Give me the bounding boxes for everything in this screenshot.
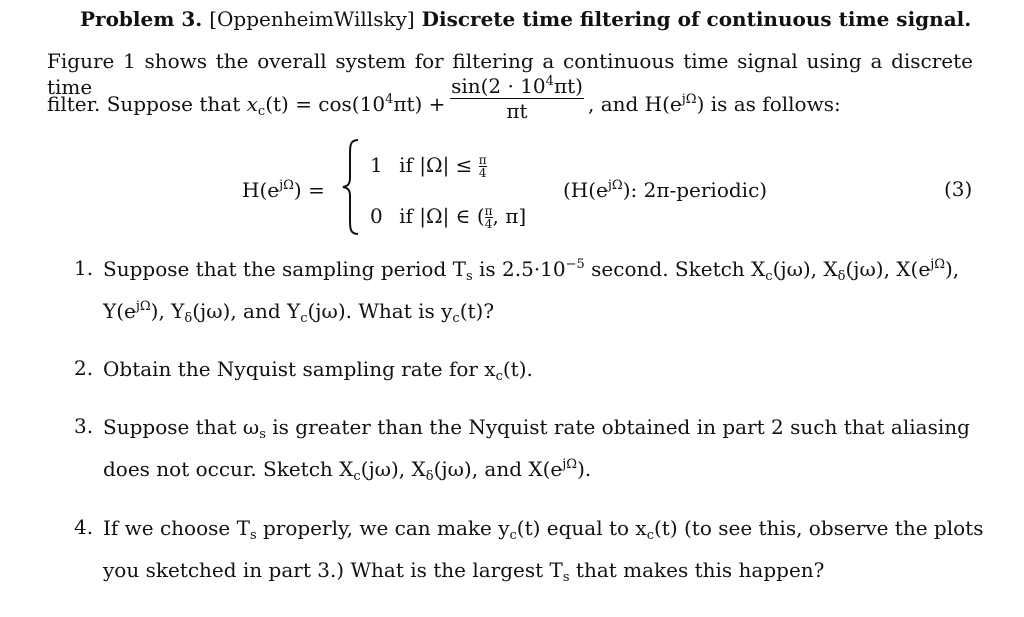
- item-1-line-1: [103, 256, 959, 282]
- subscript: c: [646, 528, 654, 543]
- subscript: s: [249, 528, 257, 543]
- item-text: ).: [577, 457, 592, 481]
- exponent: 4: [545, 74, 554, 89]
- subscript: δ: [837, 269, 846, 284]
- item-text: is greater than the Nyquist rate obtained in part 2 such that aliasing: [265, 415, 970, 439]
- item-text: (jω). What is y: [307, 299, 453, 323]
- item-2-line-1: [103, 356, 533, 382]
- item-text: Y(e: [103, 299, 136, 323]
- item-text: you sketched in part 3.) What is the largest T: [103, 558, 563, 582]
- subscript: c: [257, 104, 266, 119]
- equation-text: H(e: [242, 178, 280, 202]
- problem-source: [OppenheimWillsky]: [209, 7, 415, 31]
- item-text: (t).: [502, 357, 533, 381]
- item-text: (jω), X(e: [845, 257, 931, 281]
- item-text: (jω), X: [772, 257, 838, 281]
- left-brace: [340, 138, 362, 236]
- item-text: (t) equal to x: [516, 516, 647, 540]
- pi-over-4: [479, 154, 487, 179]
- equation-lhs: [242, 177, 325, 203]
- subscript: s: [465, 269, 473, 284]
- item-text: (t)?: [459, 299, 495, 323]
- exponent: jΩ: [930, 257, 945, 272]
- exponent: jΩ: [681, 92, 697, 107]
- item-text: Suppose that the sampling period T: [103, 257, 466, 281]
- item-text: properly, we can make y: [256, 516, 510, 540]
- case-1: [370, 152, 487, 179]
- exponent: jΩ: [279, 178, 294, 193]
- subscript: c: [452, 311, 460, 326]
- frac-num: π: [484, 204, 493, 218]
- periodic-note: [563, 177, 767, 203]
- sinc-fraction: [448, 74, 586, 123]
- intro-line-2: [47, 91, 445, 117]
- case-condition-end: , π]: [492, 204, 527, 228]
- item-4-line-1: [103, 515, 983, 541]
- frac-den: 4: [478, 166, 487, 180]
- item-text: second. Sketch X: [584, 257, 766, 281]
- numerator-text: πt): [553, 74, 583, 98]
- item-text: (jω), X: [360, 457, 426, 481]
- item-text: If we choose T: [103, 516, 250, 540]
- item-3-line-2: [103, 456, 591, 482]
- item-number: 2.: [74, 356, 94, 380]
- subscript: s: [259, 427, 266, 442]
- subscript: c: [509, 528, 517, 543]
- subscript: s: [562, 570, 570, 585]
- item-text: Suppose that ω: [103, 415, 260, 439]
- exponent: −5: [565, 257, 585, 272]
- subscript: δ: [425, 469, 434, 484]
- subscript: c: [765, 269, 773, 284]
- item-1-line-2: [103, 298, 494, 324]
- item-text: (jω), and Y: [192, 299, 301, 323]
- case-condition: if |Ω| ≤: [399, 153, 473, 177]
- equation-number: (3): [944, 177, 973, 201]
- item-text: is 2.5·10: [472, 257, 566, 281]
- frac-den: 4: [484, 217, 493, 231]
- intro-line-2-end: [588, 91, 841, 117]
- intro-text: ) is as follows:: [696, 92, 841, 116]
- problem-title: [80, 6, 971, 32]
- subscript: c: [353, 469, 361, 484]
- exponent: jΩ: [607, 178, 623, 193]
- numerator-text: sin(2 · 10: [451, 74, 546, 98]
- fraction-denominator: πt: [506, 99, 528, 123]
- item-text: ), Y: [150, 299, 185, 323]
- case-value: 0: [370, 204, 383, 228]
- intro-text: filter. Suppose that: [47, 92, 241, 116]
- fraction-numerator: [448, 74, 586, 98]
- exponent: 4: [385, 92, 394, 107]
- item-text: does not occur. Sketch X: [103, 457, 354, 481]
- equation-text: ) =: [293, 178, 325, 202]
- item-text: ),: [945, 257, 960, 281]
- note-text: (H(e: [563, 178, 608, 202]
- frac-num: π: [478, 153, 487, 167]
- item-text: that makes this happen?: [569, 558, 825, 582]
- item-text: (jω), and X(e: [433, 457, 563, 481]
- item-4-line-2: [103, 557, 824, 583]
- note-text: ): 2π-periodic): [622, 178, 768, 202]
- case-value: 1: [370, 153, 383, 177]
- exponent: jΩ: [562, 457, 578, 472]
- problem-heading: Problem 3.: [80, 7, 203, 31]
- signal-symbol: x: [246, 92, 258, 116]
- item-number: 1.: [74, 256, 94, 280]
- item-number: 3.: [74, 414, 94, 438]
- intro-text: πt) +: [393, 92, 446, 116]
- subscript: c: [495, 369, 503, 384]
- intro-text: (t) = cos(10: [265, 92, 386, 116]
- pi-over-4: [485, 205, 493, 230]
- item-3-line-1: [103, 414, 970, 440]
- intro-line-1: Figure 1 shows the overall system for filtering a continuous time signal using a discrete time: [47, 49, 973, 99]
- item-number: 4.: [74, 515, 94, 539]
- subscript: δ: [184, 311, 193, 326]
- case-condition: if |Ω| ∈ (: [399, 204, 485, 228]
- problem-title-text: Discrete time filtering of continuous time signal.: [421, 7, 972, 31]
- intro-text: , and H(e: [588, 92, 682, 116]
- item-text: (t) (to see this, observe the plots: [653, 516, 984, 540]
- case-2: [370, 203, 526, 230]
- exponent: jΩ: [135, 299, 151, 314]
- item-text: Obtain the Nyquist sampling rate for x: [103, 357, 496, 381]
- subscript: c: [300, 311, 308, 326]
